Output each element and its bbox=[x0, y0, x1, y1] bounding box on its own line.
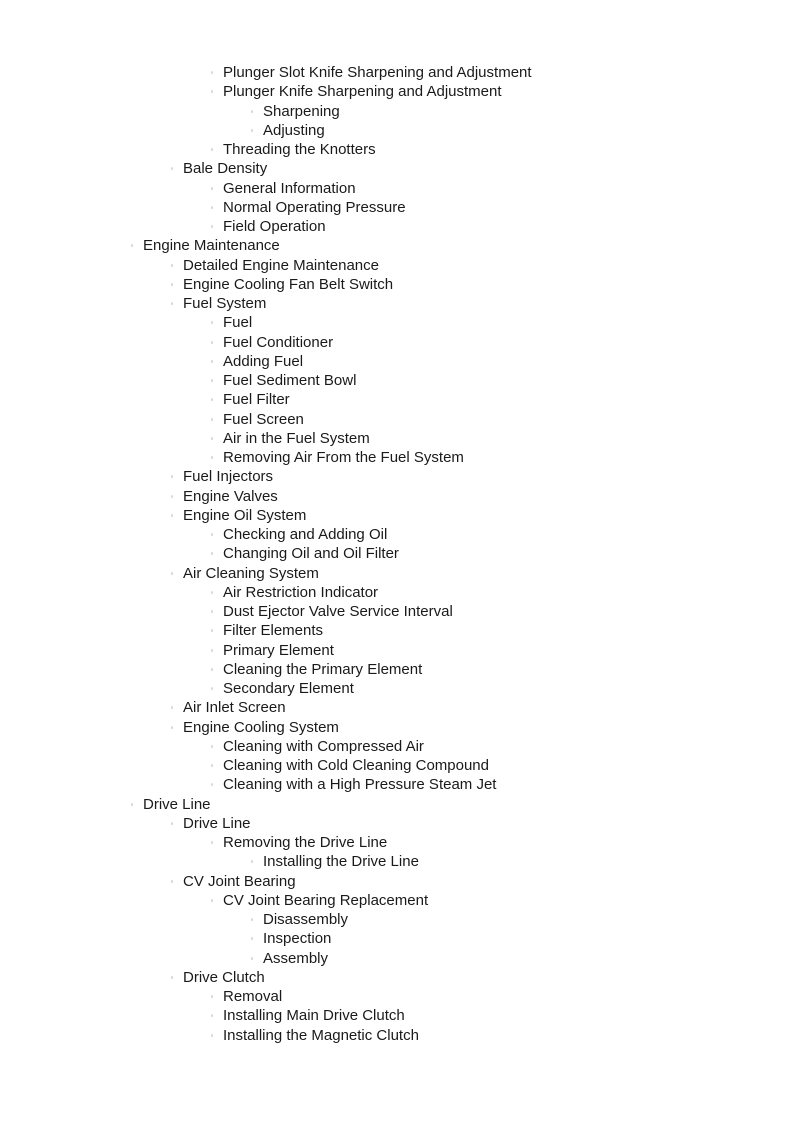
bullet-icon: ◦ bbox=[210, 68, 214, 77]
bullet-icon: ◦ bbox=[210, 741, 214, 751]
bullet-icon: ◦ bbox=[170, 972, 174, 982]
toc-item[interactable] bbox=[0, 140, 794, 159]
toc-item[interactable] bbox=[0, 910, 794, 929]
toc-item-label: Detailed Engine Maintenance bbox=[183, 256, 379, 274]
toc-item[interactable] bbox=[0, 256, 794, 275]
toc-item-label: General Information bbox=[223, 179, 356, 197]
toc-item[interactable] bbox=[0, 82, 794, 101]
toc-item[interactable] bbox=[0, 1026, 794, 1045]
toc-item[interactable] bbox=[0, 814, 794, 833]
toc-item-label: Removal bbox=[223, 988, 283, 1005]
bullet-icon: ◦ bbox=[210, 607, 214, 616]
bullet-icon: ◦ bbox=[210, 838, 214, 847]
toc-item-label: Installing the Drive Line bbox=[263, 853, 419, 871]
toc-item[interactable] bbox=[0, 987, 794, 1006]
bullet-icon: ◦ bbox=[210, 780, 214, 790]
bullet-icon: ◦ bbox=[210, 376, 214, 385]
toc-item-label: Fuel Filter bbox=[223, 391, 290, 409]
toc-item[interactable] bbox=[0, 217, 794, 236]
bullet-icon: ◦ bbox=[210, 145, 214, 154]
bullet-icon: ◦ bbox=[250, 953, 254, 963]
toc-item-label: Adding Fuel bbox=[223, 352, 304, 370]
bullet-icon: ◦ bbox=[210, 202, 214, 212]
bullet-icon: ◦ bbox=[170, 299, 174, 308]
toc-item-label: Fuel System bbox=[183, 295, 267, 312]
toc-item-label: Secondary Element bbox=[223, 680, 354, 697]
toc-item-label: Engine Cooling System bbox=[183, 718, 339, 736]
bullet-icon: ◦ bbox=[210, 318, 214, 328]
bullet-icon: ◦ bbox=[130, 799, 134, 809]
toc-item-label: Fuel Conditioner bbox=[223, 333, 334, 351]
toc-item[interactable] bbox=[0, 852, 794, 871]
toc-item[interactable] bbox=[0, 371, 794, 390]
bullet-icon: ◦ bbox=[170, 818, 174, 828]
bullet-icon: ◦ bbox=[210, 356, 214, 366]
bullet-icon: ◦ bbox=[210, 549, 214, 559]
bullet-icon: ◦ bbox=[210, 626, 214, 636]
bullet-icon: ◦ bbox=[210, 433, 214, 443]
toc-item-label: Normal Operating Pressure bbox=[223, 198, 406, 216]
toc-item-label: Checking and Adding Oil bbox=[223, 526, 388, 543]
bullet-icon: ◦ bbox=[210, 664, 214, 674]
toc-item[interactable] bbox=[0, 333, 794, 352]
toc-item-label: CV Joint Bearing Replacement bbox=[223, 891, 429, 909]
toc-item[interactable] bbox=[0, 352, 794, 371]
toc-item-label: Fuel Injectors bbox=[183, 468, 274, 486]
toc-item[interactable] bbox=[0, 390, 794, 409]
bullet-icon: ◦ bbox=[250, 857, 254, 867]
toc-item[interactable] bbox=[0, 63, 794, 82]
toc-item[interactable] bbox=[0, 487, 794, 506]
toc-item-label: Fuel Screen bbox=[223, 410, 304, 428]
toc-item-label: Cleaning with Cold Cleaning Compound bbox=[223, 757, 489, 774]
bullet-icon: ◦ bbox=[210, 1011, 214, 1021]
toc-item[interactable] bbox=[0, 602, 794, 621]
toc-item-label: Threading the Knotters bbox=[223, 141, 376, 158]
bullet-icon: ◦ bbox=[170, 703, 174, 713]
toc-item[interactable] bbox=[0, 891, 794, 910]
bullet-icon: ◦ bbox=[210, 530, 214, 539]
bullet-icon: ◦ bbox=[170, 472, 174, 482]
toc-item-label: Sharpening bbox=[263, 102, 340, 120]
toc-item[interactable] bbox=[0, 467, 794, 486]
bullet-icon: ◦ bbox=[170, 568, 174, 578]
toc-item-label: Drive Line bbox=[143, 795, 211, 813]
bullet-icon: ◦ bbox=[210, 395, 214, 405]
bullet-icon: ◦ bbox=[210, 992, 214, 1001]
toc-item-label: Engine Maintenance bbox=[143, 237, 280, 255]
bullet-icon: ◦ bbox=[130, 241, 134, 251]
toc-item-label: Air Inlet Screen bbox=[183, 699, 286, 717]
toc-item[interactable] bbox=[0, 102, 794, 121]
toc-item-label: Changing Oil and Oil Filter bbox=[223, 545, 399, 563]
toc-item-label: Primary Element bbox=[223, 641, 334, 659]
toc-item-label: Drive Clutch bbox=[183, 968, 265, 986]
toc-item-label: Plunger Slot Knife Sharpening and Adjustment bbox=[223, 64, 532, 81]
toc-item-label: Filter Elements bbox=[223, 622, 324, 640]
toc-item-label: Cleaning with a High Pressure Steam Jet bbox=[223, 776, 497, 794]
toc-item[interactable] bbox=[0, 410, 794, 429]
toc-item-label: Engine Valves bbox=[183, 487, 278, 505]
toc-item[interactable] bbox=[0, 698, 794, 717]
toc-item-label: Fuel bbox=[223, 314, 253, 332]
bullet-icon: ◦ bbox=[210, 761, 214, 770]
bullet-icon: ◦ bbox=[170, 876, 174, 886]
toc-item[interactable] bbox=[0, 429, 794, 448]
toc-item-label: Air in the Fuel System bbox=[223, 429, 370, 447]
toc-item[interactable] bbox=[0, 737, 794, 756]
toc-item-label: Drive Line bbox=[183, 814, 251, 832]
toc-item-label: Installing the Magnetic Clutch bbox=[223, 1026, 419, 1044]
toc-item-label: Installing Main Drive Clutch bbox=[223, 1007, 405, 1025]
bullet-icon: ◦ bbox=[210, 1030, 214, 1040]
bullet-icon: ◦ bbox=[210, 414, 214, 424]
toc-item-label: Bale Density bbox=[183, 160, 268, 178]
toc-item[interactable] bbox=[0, 641, 794, 660]
toc-item[interactable] bbox=[0, 198, 794, 217]
bullet-icon: ◦ bbox=[170, 510, 174, 520]
toc-item-label: Removing Air From the Fuel System bbox=[223, 449, 464, 466]
toc-item-label: Engine Cooling Fan Belt Switch bbox=[183, 275, 394, 293]
toc-item[interactable] bbox=[0, 583, 794, 602]
toc-item[interactable] bbox=[0, 236, 794, 255]
bullet-icon: ◦ bbox=[210, 183, 214, 193]
bullet-icon: ◦ bbox=[250, 915, 254, 924]
toc-item[interactable] bbox=[0, 506, 794, 525]
toc-item[interactable] bbox=[0, 448, 794, 467]
toc-item[interactable] bbox=[0, 660, 794, 679]
toc-item[interactable] bbox=[0, 795, 794, 814]
toc-item[interactable] bbox=[0, 275, 794, 294]
bullet-icon: ◦ bbox=[210, 684, 214, 693]
toc-item[interactable] bbox=[0, 1006, 794, 1025]
toc-item[interactable] bbox=[0, 544, 794, 563]
bullet-icon: ◦ bbox=[210, 895, 214, 905]
table-of-contents bbox=[0, 63, 794, 1045]
toc-item-label: Engine Oil System bbox=[183, 506, 307, 524]
toc-item-label: Disassembly bbox=[263, 911, 349, 928]
toc-item-label: Plunger Knife Sharpening and Adjustment bbox=[223, 83, 502, 101]
bullet-icon: ◦ bbox=[170, 722, 174, 732]
toc-item-label: Cleaning the Primary Element bbox=[223, 660, 423, 678]
bullet-icon: ◦ bbox=[210, 645, 214, 655]
toc-item[interactable] bbox=[0, 564, 794, 583]
toc-item[interactable] bbox=[0, 621, 794, 640]
bullet-icon: ◦ bbox=[250, 125, 254, 135]
toc-item-label: Air Cleaning System bbox=[183, 564, 319, 582]
toc-item-label: CV Joint Bearing bbox=[183, 872, 296, 890]
bullet-icon: ◦ bbox=[210, 453, 214, 462]
toc-item-label: Dust Ejector Valve Service Interval bbox=[223, 603, 453, 620]
bullet-icon: ◦ bbox=[210, 87, 214, 97]
toc-item[interactable] bbox=[0, 929, 794, 948]
toc-item[interactable] bbox=[0, 313, 794, 332]
bullet-icon: ◦ bbox=[170, 260, 174, 270]
bullet-icon: ◦ bbox=[170, 279, 174, 289]
toc-item[interactable] bbox=[0, 159, 794, 178]
toc-item[interactable] bbox=[0, 968, 794, 987]
toc-item[interactable] bbox=[0, 775, 794, 794]
toc-item[interactable] bbox=[0, 179, 794, 198]
bullet-icon: ◦ bbox=[250, 106, 254, 116]
toc-item-label: Removing the Drive Line bbox=[223, 834, 388, 851]
toc-item[interactable] bbox=[0, 121, 794, 140]
bullet-icon: ◦ bbox=[210, 337, 214, 347]
bullet-icon: ◦ bbox=[170, 491, 174, 501]
bullet-icon: ◦ bbox=[210, 587, 214, 597]
toc-item-label: Cleaning with Compressed Air bbox=[223, 737, 424, 755]
toc-item[interactable] bbox=[0, 949, 794, 968]
bullet-icon: ◦ bbox=[210, 222, 214, 231]
toc-item-label: Fuel Sediment Bowl bbox=[223, 372, 357, 389]
bullet-icon: ◦ bbox=[170, 164, 174, 174]
toc-item-label: Assembly bbox=[263, 949, 329, 967]
toc-item[interactable] bbox=[0, 525, 794, 544]
toc-item-label: Field Operation bbox=[223, 218, 326, 235]
toc-item[interactable] bbox=[0, 833, 794, 852]
toc-item[interactable] bbox=[0, 294, 794, 313]
bullet-icon: ◦ bbox=[250, 934, 254, 944]
toc-item[interactable] bbox=[0, 679, 794, 698]
toc-item-label: Inspection bbox=[263, 930, 332, 948]
toc-item[interactable] bbox=[0, 872, 794, 891]
toc-item-label: Adjusting bbox=[263, 121, 325, 139]
toc-item[interactable] bbox=[0, 756, 794, 775]
toc-item-label: Air Restriction Indicator bbox=[223, 583, 379, 601]
toc-item[interactable] bbox=[0, 718, 794, 737]
